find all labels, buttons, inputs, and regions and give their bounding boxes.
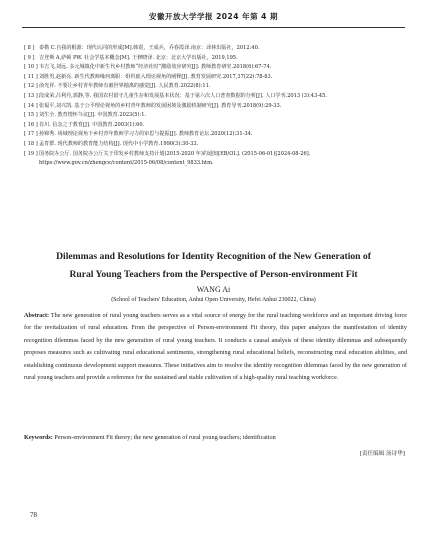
reference-item [24, 102, 408, 112]
reference-text: 刘胜男,赵新亮. 新生代教师缘何离职：组织嵌入理论视角的阐释[J]. 教育发展研究.2017,37(22):78-83. [39, 73, 273, 80]
reference-text: 张福平,刘兴凯. 基于公平理论视角的乡村青年教师的发展困境及激励机制研究[J]. 教育导刊.2018(9):29-33. [39, 102, 282, 109]
reference-text: 国务院办公厅. 国务院办公厅关于印发乡村教师支持计划(2015-2020 年)的通知[EB/OL]. (2015-06-01)[2024-08-26]. https://www.gov.cn/zhengce/content/2015-06/08/content_9833.htm. [39, 150, 311, 167]
reference-number: [ 10 ] [24, 64, 38, 71]
responsible-editor: [责任编辑 汤诗华] [359, 451, 405, 457]
reference-text: 俞光祥. 不要让乡村青年教师有被世界抛离的感觉[J]. 人民教育.2022(8):11. [39, 83, 211, 90]
reference-item [24, 54, 408, 64]
reference-number: [ 13 ] [24, 92, 38, 99]
author-affiliation: (School of Teachers' Education, Anhui Open University, Hefei Anhui 230022, China) [111, 297, 316, 303]
reference-number: [ 14 ] [24, 102, 38, 109]
reference-text: 孙锦秀. 场域理论视角下乡村青年教师学习力的审思与提振[J]. 教师教育论坛.2020(12):31-34. [39, 131, 253, 138]
english-title [0, 248, 427, 284]
page-number: 78 [30, 511, 37, 519]
journal-header: 安徽开放大学学报 2024 年第 4 期 [148, 12, 279, 21]
reference-item [24, 111, 408, 121]
reference-number: [ 17 ] [24, 131, 38, 138]
author-name: WANG Ai [196, 285, 231, 294]
abstract-text: The new generation of rural young teachers serves as a vital source of energy for the rural teaching workforce and an important driving force for the revitalization of rural education. From the perspective of Person-environment Fit theory, this paper analyzes the manifestation of identity recognition dilemmas faced by the new generation of rural young teachers. It conducts a causal analysis of these identity dilemmas and subsequently proposes measures such as cultivating rural educational sentiments, strengthening rural educational beliefs, reconstructing rural education abilities, and establishing continuous development support measures. These initiatives aim to resolve the identity recognition dilemmas faced by the new generation of rural young teachers and provide a reference for the sustained and stable cultivation of a high-quality rural teaching workforce. [24, 312, 408, 382]
title-line-2: Rural Young Teachers from the Perspective of Person-environment Fit [69, 269, 358, 280]
reference-text: 段成荣,吕利丹,郭静,等. 我国农村留守儿童生存和发展基本状况：基于第六次人口普查数据的分析[J]. 人口学刊.2013 (3):43-45. [39, 92, 328, 99]
reference-number: [ 18 ] [24, 140, 38, 147]
reference-item [24, 73, 408, 83]
keywords-line [24, 434, 407, 441]
reference-text: 泰勒 C.自我的根源：现代认同的形成[M].韩震，王成兵，乔春霞译.南京：译林出版社，2012:40. [39, 45, 260, 51]
reference-number: [ 9 ] [24, 54, 35, 61]
abstract-label: Abstract: [24, 312, 50, 319]
reference-text: 刘生全. 教育情怀刍议[J]. 中国教育.2023(5):1. [39, 112, 147, 119]
reference-number: [ 15 ] [24, 112, 38, 119]
reference-item [24, 92, 408, 102]
abstract-paragraph [24, 310, 407, 384]
reference-number: [ 16 ] [24, 121, 38, 128]
header-divider [22, 27, 405, 28]
reference-item [24, 63, 408, 73]
reference-item [24, 150, 408, 169]
reference-number: [ 12 ] [24, 83, 38, 90]
reference-number: [ 11 ] [24, 73, 38, 80]
reference-number: [ 19 ] [24, 150, 38, 157]
reference-text: 肖川. 信念之于教育[J]. 中国教育.2003(1):60. [39, 121, 145, 128]
reference-item [24, 121, 408, 131]
reference-list [24, 44, 408, 169]
reference-text: 吉登斯 A,萨顿 PW. 社会学基本概念[M]. 王修晓译. 北京：北京大学出版社，2019,195. [39, 54, 238, 61]
reference-text: 孟育群. 现代教师的教育能力结构[J]. 现代中小学教育.1990(3):30-33. [39, 140, 199, 147]
title-line-1: Dilemmas and Resolutions for Identity Recognition of the New Generation of [56, 251, 371, 262]
reference-item [24, 140, 408, 150]
keywords-text: Person-environment Fit theory; the new generation of rural young teachers; identification [54, 434, 276, 441]
keywords-label: Keywords: [24, 434, 53, 441]
reference-item [24, 82, 408, 92]
reference-item [24, 44, 408, 54]
reference-text: 韦吉飞,刘远. 多元城镇化中新生代乡村教师“经济社时”激励效应研究[J]. 教师教育研究.2018(6):67-74. [39, 64, 272, 71]
reference-item [24, 130, 408, 140]
reference-number: [ 8 ] [24, 45, 35, 51]
